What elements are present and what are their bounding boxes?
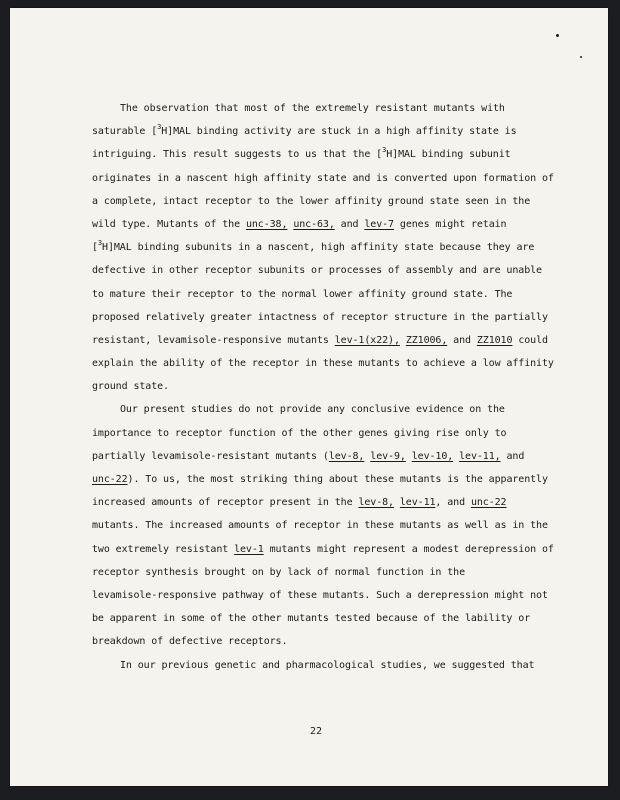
text-line (92, 352, 554, 375)
text-line (92, 538, 554, 561)
text-run: ground state. (92, 381, 169, 393)
text-line (92, 398, 532, 421)
margin-speck (556, 34, 559, 37)
text-run: partially levamisole-resistant mutants ( (92, 450, 329, 462)
text-run: genes might retain (393, 218, 507, 230)
gene-name: unc-22 (92, 474, 128, 485)
text-run: proposed relatively greater intactness of receptor structure in the partially (92, 311, 548, 323)
gene-name: lev-1(x22), (334, 334, 400, 346)
text-run: a complete, intact receptor to the lower affinity ground state seen in the (92, 195, 531, 207)
text-line (92, 236, 535, 259)
text-line (92, 468, 548, 491)
text-line (92, 167, 554, 190)
document-page (10, 8, 608, 786)
text-run: could (512, 334, 548, 346)
text-line (92, 329, 548, 352)
gene-name: lev-8, (328, 450, 365, 462)
margin-speck (580, 56, 582, 58)
text-run: wild type. Mutants of the (92, 218, 246, 230)
text-run: two extremely resistant (92, 543, 235, 555)
body-text (92, 97, 554, 677)
text-run: H]MAL binding activity are stuck in a high affinity state is (161, 126, 517, 138)
text-line (92, 514, 548, 537)
superscript: 3 (382, 146, 387, 155)
text-line (92, 561, 532, 584)
paragraph (92, 97, 554, 398)
gene-name: lev-8, (358, 497, 394, 509)
text-run: receptor synthesis brought on by lack of normal function in the (92, 566, 465, 578)
text-run: and (447, 334, 477, 346)
text-run: increased amounts of receptor present in the (92, 497, 359, 509)
text-line (92, 97, 532, 120)
gene-name: lev-10, (411, 450, 454, 462)
text-line (92, 143, 532, 166)
page-number: 22 (310, 726, 323, 737)
text-run: explain the ability of the receptor in these mutants to achieve a low affinity (92, 358, 554, 370)
gene-name: ZZ1010 (476, 334, 513, 346)
gene-name: unc-63, (293, 218, 335, 230)
text-line (92, 190, 532, 213)
gene-name: lev-11 (399, 497, 436, 509)
text-run: H]MAL binding subunit (386, 149, 511, 161)
text-run: ). To us, the most striking thing about these mutants is the apparently (127, 474, 548, 485)
text-run: [ (92, 242, 98, 254)
text-line (92, 654, 535, 677)
gene-name: ZZ1006, (405, 334, 448, 346)
text-run: defective in other receptor subunits or processes of assembly and are unable (92, 265, 542, 277)
superscript: 3 (97, 239, 103, 248)
text-run: Our present studies do not provide any conclusive evidence on the (120, 404, 505, 416)
text-line (92, 422, 532, 445)
text-line (92, 630, 532, 653)
text-run: The observation that most of the extremely resistant mutants with (120, 103, 505, 114)
text-line (92, 584, 548, 607)
text-run: be apparent in some of the other mutants tested because of the lability or (92, 613, 531, 625)
text-line (92, 213, 532, 236)
gene-name: unc-38, (245, 218, 288, 230)
text-run: , and (435, 497, 471, 509)
text-run: saturable [ (92, 126, 158, 138)
paragraph (92, 654, 535, 677)
paragraph (92, 398, 554, 653)
gene-name: lev-1 (234, 543, 264, 555)
text-run: and (334, 218, 365, 230)
text-line (92, 120, 532, 143)
text-run: originates in a nascent high affinity state and is converted upon formation of (92, 172, 554, 184)
gene-name: unc-22 (470, 497, 507, 509)
text-run: to mature their receptor to the normal lower affinity ground state. The (92, 288, 513, 300)
text-run: resistant, levamisole-responsive mutants (92, 334, 335, 346)
gene-name: lev-7 (364, 218, 394, 230)
text-line (92, 375, 532, 398)
text-line (92, 607, 532, 630)
text-run: levamisole-responsive pathway of these mutants. Such a derepression might not (92, 589, 548, 601)
text-line (92, 306, 548, 329)
text-line (92, 283, 532, 306)
text-run: mutants. The increased amounts of receptor in these mutants as well as in the (92, 520, 548, 532)
text-run: importance to receptor function of the other genes giving rise only to (92, 427, 507, 439)
text-run: In our previous genetic and pharmacological studies, we suggested that (120, 659, 535, 671)
text-line (92, 445, 532, 468)
text-run: intriguing. This result suggests to us that the [ (92, 149, 383, 161)
text-run: H]MAL binding subunits in a nascent, high affinity state because they are (102, 242, 535, 254)
text-run: and (500, 450, 525, 462)
gene-name: lev-9, (370, 450, 406, 462)
superscript: 3 (157, 123, 162, 132)
gene-name: lev-11, (459, 450, 501, 462)
text-line (92, 491, 532, 514)
text-run: breakdown of defective receptors. (92, 636, 288, 648)
text-line (92, 259, 542, 282)
text-run: mutants might represent a modest derepression of (263, 543, 554, 555)
